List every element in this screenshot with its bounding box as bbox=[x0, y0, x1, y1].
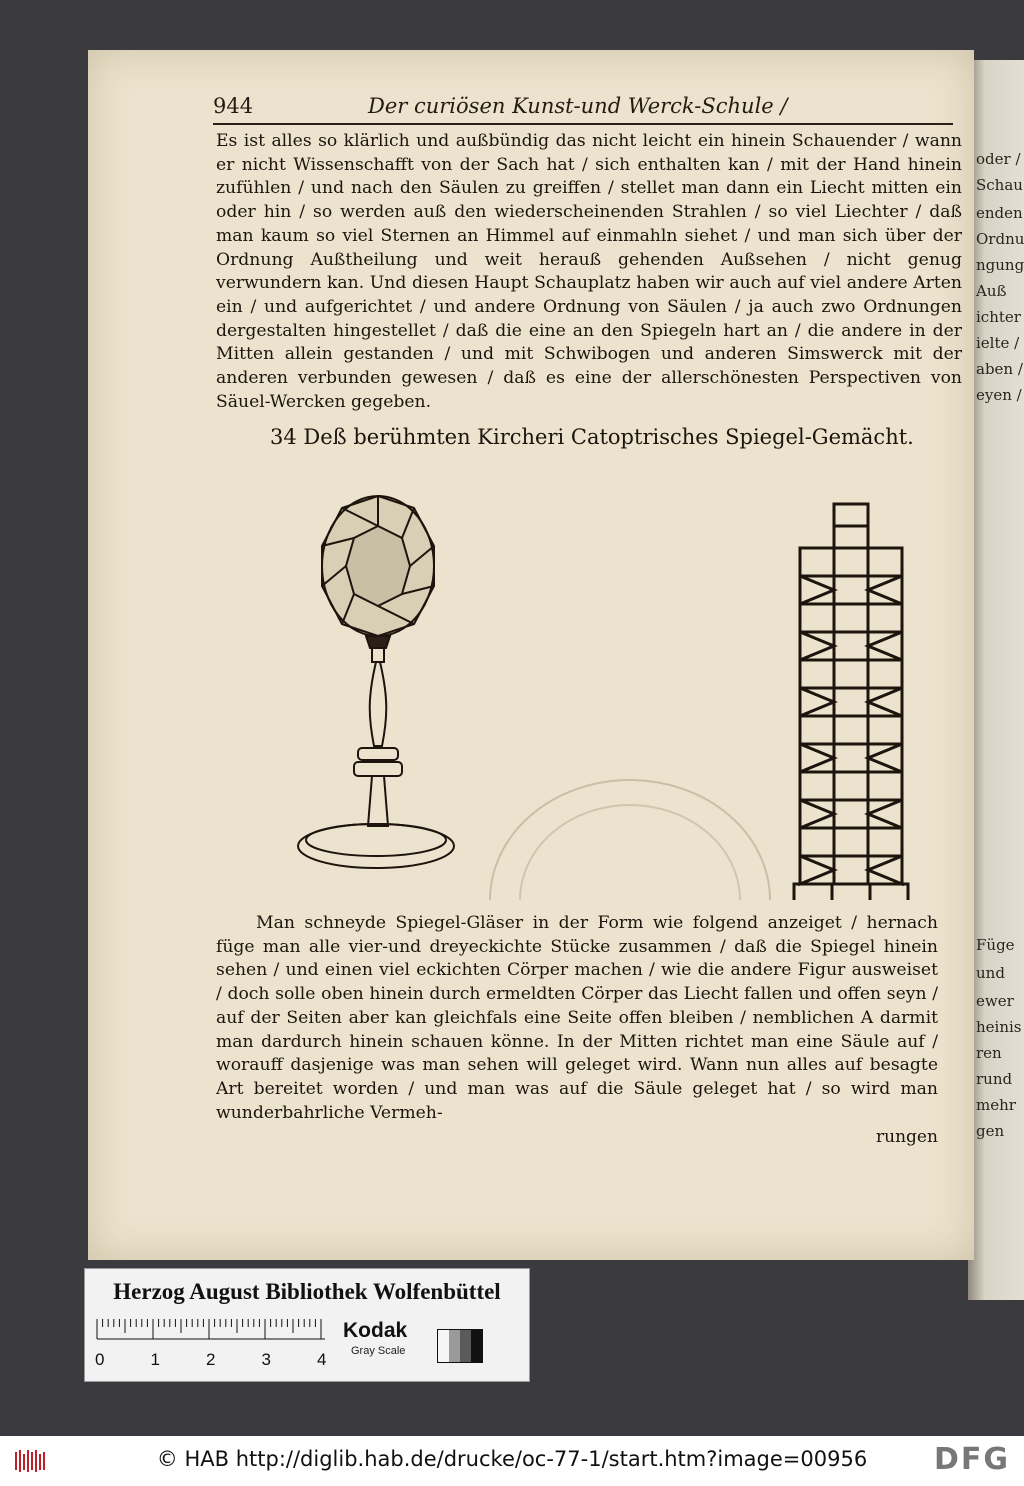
net-triangle bbox=[868, 744, 902, 772]
paragraph-2: Man schneyde Spiegel-Gläser in der Form wie folgend anzeiget / hernach füge man alle vier-und dreyeckichte Stücke zusammen / daß die Spiegel hinein sehen / und einen viel eckichten Cörper machen / wie die andere Figur ausweiset / doch solle oben hinein durch ermeldten Cörper das Liecht fallen und offen seyn / auf der Seiten aber kan gleichfals eine Seite offen bleiben / nemblichen A darmit man dardurch hinein schauen könne. In der Mitten richtet man eine Säule auf / worauff dasjenige was man sehen will geleget wird. Wann nun alles auf besagte Art bereitet worden / und man was auf die Säule geleget hat / so wird man wunderbahrliche Vermeh- bbox=[216, 913, 938, 1123]
adjacent-page-text: oder / bbox=[976, 150, 1021, 168]
adjacent-page-text: ielte / bbox=[976, 334, 1020, 352]
adjacent-page-text: Ordnu bbox=[976, 230, 1024, 248]
net-triangle bbox=[800, 576, 834, 604]
net-square bbox=[868, 548, 902, 576]
adjacent-page-text: ngung bbox=[976, 256, 1024, 274]
adjacent-page-text: und bbox=[976, 964, 1005, 982]
adjacent-page-text: Auß bbox=[976, 282, 1007, 300]
adjacent-page-text: eyen / bbox=[976, 386, 1022, 404]
net-square bbox=[800, 548, 834, 576]
net-square bbox=[800, 828, 834, 856]
net-square bbox=[834, 604, 868, 632]
adjacent-page-text: ewer bbox=[976, 992, 1014, 1010]
net-square bbox=[834, 504, 868, 526]
adjacent-page-text: Schau bbox=[976, 176, 1023, 194]
dfg-logo: DFG bbox=[934, 1442, 1011, 1477]
catchword: rungen bbox=[876, 1127, 938, 1147]
net-square bbox=[834, 800, 868, 828]
net-triangle bbox=[868, 576, 902, 604]
net-square bbox=[800, 772, 834, 800]
net-square bbox=[834, 632, 868, 660]
mirror-net-diagram bbox=[790, 500, 912, 900]
net-square bbox=[834, 828, 868, 856]
adjacent-page-text: mehr bbox=[976, 1096, 1016, 1114]
ruler-number: 2 bbox=[206, 1350, 216, 1369]
net-triangle bbox=[868, 800, 902, 828]
adjacent-page-edge bbox=[968, 60, 1024, 1300]
net-square bbox=[834, 716, 868, 744]
mirror-ball-illustration bbox=[296, 486, 456, 890]
adjacent-page-text: ichter bbox=[976, 308, 1021, 326]
adjacent-page-text: aben / bbox=[976, 360, 1023, 378]
adjacent-page-text: ren bbox=[976, 1044, 1002, 1062]
adjacent-page-text: heinis bbox=[976, 1018, 1022, 1036]
net-square bbox=[868, 828, 902, 856]
ruler-number: 1 bbox=[150, 1350, 160, 1369]
net-square bbox=[832, 884, 870, 900]
net-triangle bbox=[800, 744, 834, 772]
adjacent-page-text: rund bbox=[976, 1070, 1013, 1088]
net-triangle bbox=[800, 632, 834, 660]
net-triangle bbox=[800, 856, 834, 884]
header-rule bbox=[213, 123, 953, 125]
footer-bar bbox=[0, 1436, 1024, 1486]
kodak-subtitle: Gray Scale bbox=[351, 1345, 406, 1357]
net-square bbox=[834, 548, 868, 576]
source-url[interactable]: © HAB http://diglib.hab.de/drucke/oc-77-1/start.htm?image=00956 bbox=[156, 1447, 868, 1471]
net-triangle bbox=[868, 632, 902, 660]
net-triangle bbox=[800, 800, 834, 828]
net-square bbox=[834, 856, 868, 884]
net-square bbox=[834, 772, 868, 800]
ruler-number: 3 bbox=[261, 1350, 271, 1369]
net-square bbox=[834, 688, 868, 716]
page-number: 944 bbox=[213, 94, 254, 118]
net-square bbox=[870, 884, 908, 900]
scale-ruler bbox=[95, 1317, 335, 1373]
bleed-through-drawing bbox=[470, 760, 790, 900]
net-square bbox=[800, 660, 834, 688]
net-square bbox=[794, 884, 832, 900]
gray-scale-patch bbox=[437, 1329, 483, 1363]
adjacent-page-text: enden bbox=[976, 204, 1023, 222]
net-square bbox=[868, 772, 902, 800]
section-heading: 34 Deß berühmten Kircheri Catoptrisches Spiegel-Gemächt. bbox=[270, 425, 914, 449]
net-triangle bbox=[800, 688, 834, 716]
kodak-logo: Kodak bbox=[343, 1319, 408, 1342]
adjacent-page-text: gen bbox=[976, 1122, 1005, 1140]
net-square bbox=[834, 576, 868, 604]
net-triangle bbox=[868, 856, 902, 884]
net-square bbox=[800, 716, 834, 744]
adjacent-page-text: Füge bbox=[976, 936, 1015, 954]
net-square bbox=[834, 660, 868, 688]
net-square bbox=[800, 604, 834, 632]
net-square bbox=[834, 526, 868, 548]
page-header bbox=[213, 94, 953, 124]
net-square bbox=[868, 604, 902, 632]
net-square bbox=[868, 660, 902, 688]
ruler-number: 4 bbox=[317, 1350, 327, 1369]
net-square bbox=[834, 744, 868, 772]
institution-name: Herzog August Bibliothek Wolfenbüttel bbox=[113, 1279, 501, 1304]
net-square bbox=[868, 716, 902, 744]
color-target-card bbox=[84, 1268, 530, 1382]
running-title: Der curiösen Kunst-und Werck-Schule / bbox=[368, 94, 788, 118]
net-triangle bbox=[868, 688, 902, 716]
ruler-number: 0 bbox=[95, 1350, 105, 1369]
paragraph-1: Es ist alles so klärlich und außbündig das nicht leicht ein hinein Schauender / wann er nicht Wissenschafft von der Sach hat / sich enthalten kan / mit der Hand hinein zufühlen / und nach den Säulen zu greiffen / stellet man dann ein Liecht mitten ein oder hin / so werden auß den wiederscheinenden Strahlen / so viel Liechter / daß man kaum so viel Sternen an Himmel auf einmahln siehet / und man sich über der Ordnung Außtheilung und weit herauß gehenden Außsehen / nicht genug verwundern kan. Und diesen Haupt Schauplatz haben wir auch auf viel andere Arten ein / und aufgerichtet / und andere Ordnung von Säulen / ja auch zwo Ordnungen dergestalten hingestellet / daß die eine an den Spiegeln hart an / die andere in der Mitten allein gestanden / und mit Schwibogen und anderen Simswerck mit der anderen verbunden gewesen / daß es eine der allerschönesten Perspectiven von Säuel-Wercken gegeben. bbox=[216, 131, 962, 412]
